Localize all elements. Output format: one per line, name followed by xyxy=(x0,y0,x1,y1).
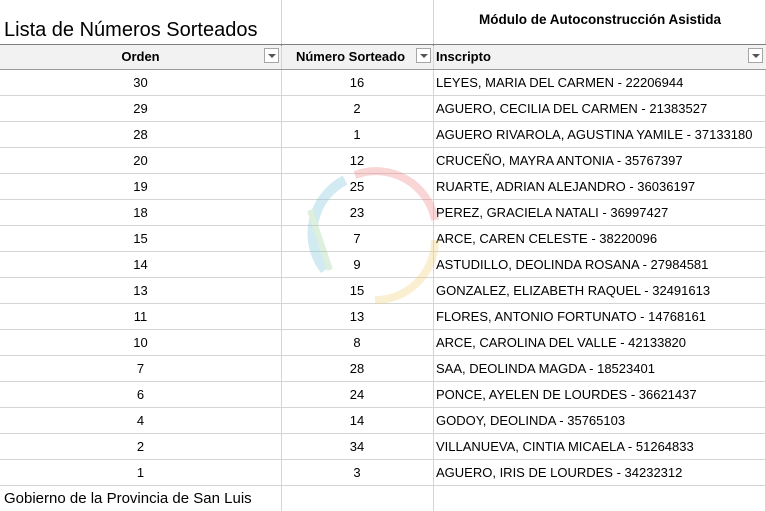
column-header-orden[interactable] xyxy=(0,45,281,69)
cell-numero[interactable]: 13 xyxy=(349,309,365,324)
page-title: Lista de Números Sorteados xyxy=(4,19,258,41)
cell-orden[interactable]: 10 xyxy=(133,335,148,350)
cell-inscripto[interactable]: ASTUDILLO, DEOLINDA ROSANA - 27984581 xyxy=(436,257,709,272)
cell-inscripto[interactable]: LEYES, MARIA DEL CARMEN - 22206944 xyxy=(436,75,684,90)
dropdown-filter-icon[interactable] xyxy=(416,48,431,63)
cell-orden[interactable]: 19 xyxy=(133,179,148,194)
cell-orden[interactable]: 11 xyxy=(133,309,148,324)
grid-line xyxy=(0,485,766,486)
cell-inscripto[interactable]: AGUERO RIVAROLA, AGUSTINA YAMILE - 37133180 xyxy=(436,127,753,142)
cell-orden[interactable]: 6 xyxy=(136,387,145,402)
cell-numero[interactable]: 16 xyxy=(349,75,365,90)
cell-inscripto[interactable]: ARCE, CAROLINA DEL VALLE - 42133820 xyxy=(436,335,687,350)
cell-numero[interactable]: 9 xyxy=(353,257,361,272)
cell-inscripto[interactable]: VILLANUEVA, CINTIA MICAELA - 51264833 xyxy=(436,439,694,454)
cell-numero[interactable]: 23 xyxy=(349,205,365,220)
cell-numero[interactable]: 7 xyxy=(353,231,361,246)
cell-numero[interactable]: 34 xyxy=(349,439,365,454)
dropdown-filter-icon[interactable] xyxy=(748,48,763,63)
column-header-label: Orden xyxy=(121,49,160,64)
cell-orden[interactable]: 30 xyxy=(133,75,148,90)
cell-orden[interactable]: 14 xyxy=(133,257,148,272)
column-header-numero[interactable] xyxy=(282,45,433,69)
cell-numero[interactable]: 28 xyxy=(349,361,365,376)
cell-orden[interactable]: 2 xyxy=(136,439,145,454)
cell-orden[interactable]: 29 xyxy=(133,101,148,116)
cell-orden[interactable]: 20 xyxy=(133,153,148,168)
cell-inscripto[interactable]: CRUCEÑO, MAYRA ANTONIA - 35767397 xyxy=(436,153,683,168)
cell-orden[interactable]: 7 xyxy=(136,361,145,376)
logo-watermark xyxy=(285,150,455,320)
cell-inscripto[interactable]: RUARTE, ADRIAN ALEJANDRO - 36036197 xyxy=(436,179,696,194)
cell-numero[interactable]: 8 xyxy=(353,335,361,350)
cell-inscripto[interactable]: ARCE, CAREN CELESTE - 38220096 xyxy=(436,231,658,246)
cell-numero[interactable]: 25 xyxy=(349,179,365,194)
cell-numero[interactable]: 3 xyxy=(353,465,361,480)
cell-inscripto[interactable]: AGUERO, IRIS DE LOURDES - 34232312 xyxy=(436,465,683,480)
cell-numero[interactable]: 15 xyxy=(349,283,365,298)
cell-numero[interactable]: 24 xyxy=(349,387,365,402)
dropdown-filter-icon[interactable] xyxy=(264,48,279,63)
cell-numero[interactable]: 2 xyxy=(353,101,361,116)
cell-inscripto[interactable]: AGUERO, CECILIA DEL CARMEN - 21383527 xyxy=(436,101,708,116)
cell-inscripto[interactable]: GODOY, DEOLINDA - 35765103 xyxy=(436,413,626,428)
cell-inscripto[interactable]: FLORES, ANTONIO FORTUNATO - 14768161 xyxy=(436,309,706,324)
cell-inscripto[interactable]: SAA, DEOLINDA MAGDA - 18523401 xyxy=(436,361,655,376)
cell-orden[interactable]: 1 xyxy=(136,465,145,480)
cell-numero[interactable]: 1 xyxy=(353,127,361,142)
cell-orden[interactable]: 13 xyxy=(133,283,148,298)
cell-orden[interactable]: 18 xyxy=(133,205,148,220)
cell-orden[interactable]: 28 xyxy=(133,127,148,142)
cell-numero[interactable]: 14 xyxy=(349,413,365,428)
cell-orden[interactable]: 15 xyxy=(133,231,148,246)
module-title: Módulo de Autoconstrucción Asistida xyxy=(478,12,721,27)
column-header-label: Inscripto xyxy=(436,49,491,64)
cell-inscripto[interactable]: PONCE, AYELEN DE LOURDES - 36621437 xyxy=(436,387,697,402)
footer-text: Gobierno de la Provincia de San Luis xyxy=(4,490,252,507)
cell-inscripto[interactable]: PEREZ, GRACIELA NATALI - 36997427 xyxy=(436,205,669,220)
column-header-label: Número Sorteado xyxy=(295,49,406,64)
cell-inscripto[interactable]: GONZALEZ, ELIZABETH RAQUEL - 32491613 xyxy=(436,283,711,298)
column-header-inscripto[interactable] xyxy=(434,45,766,69)
cell-numero[interactable]: 12 xyxy=(349,153,365,168)
cell-orden[interactable]: 4 xyxy=(136,413,145,428)
